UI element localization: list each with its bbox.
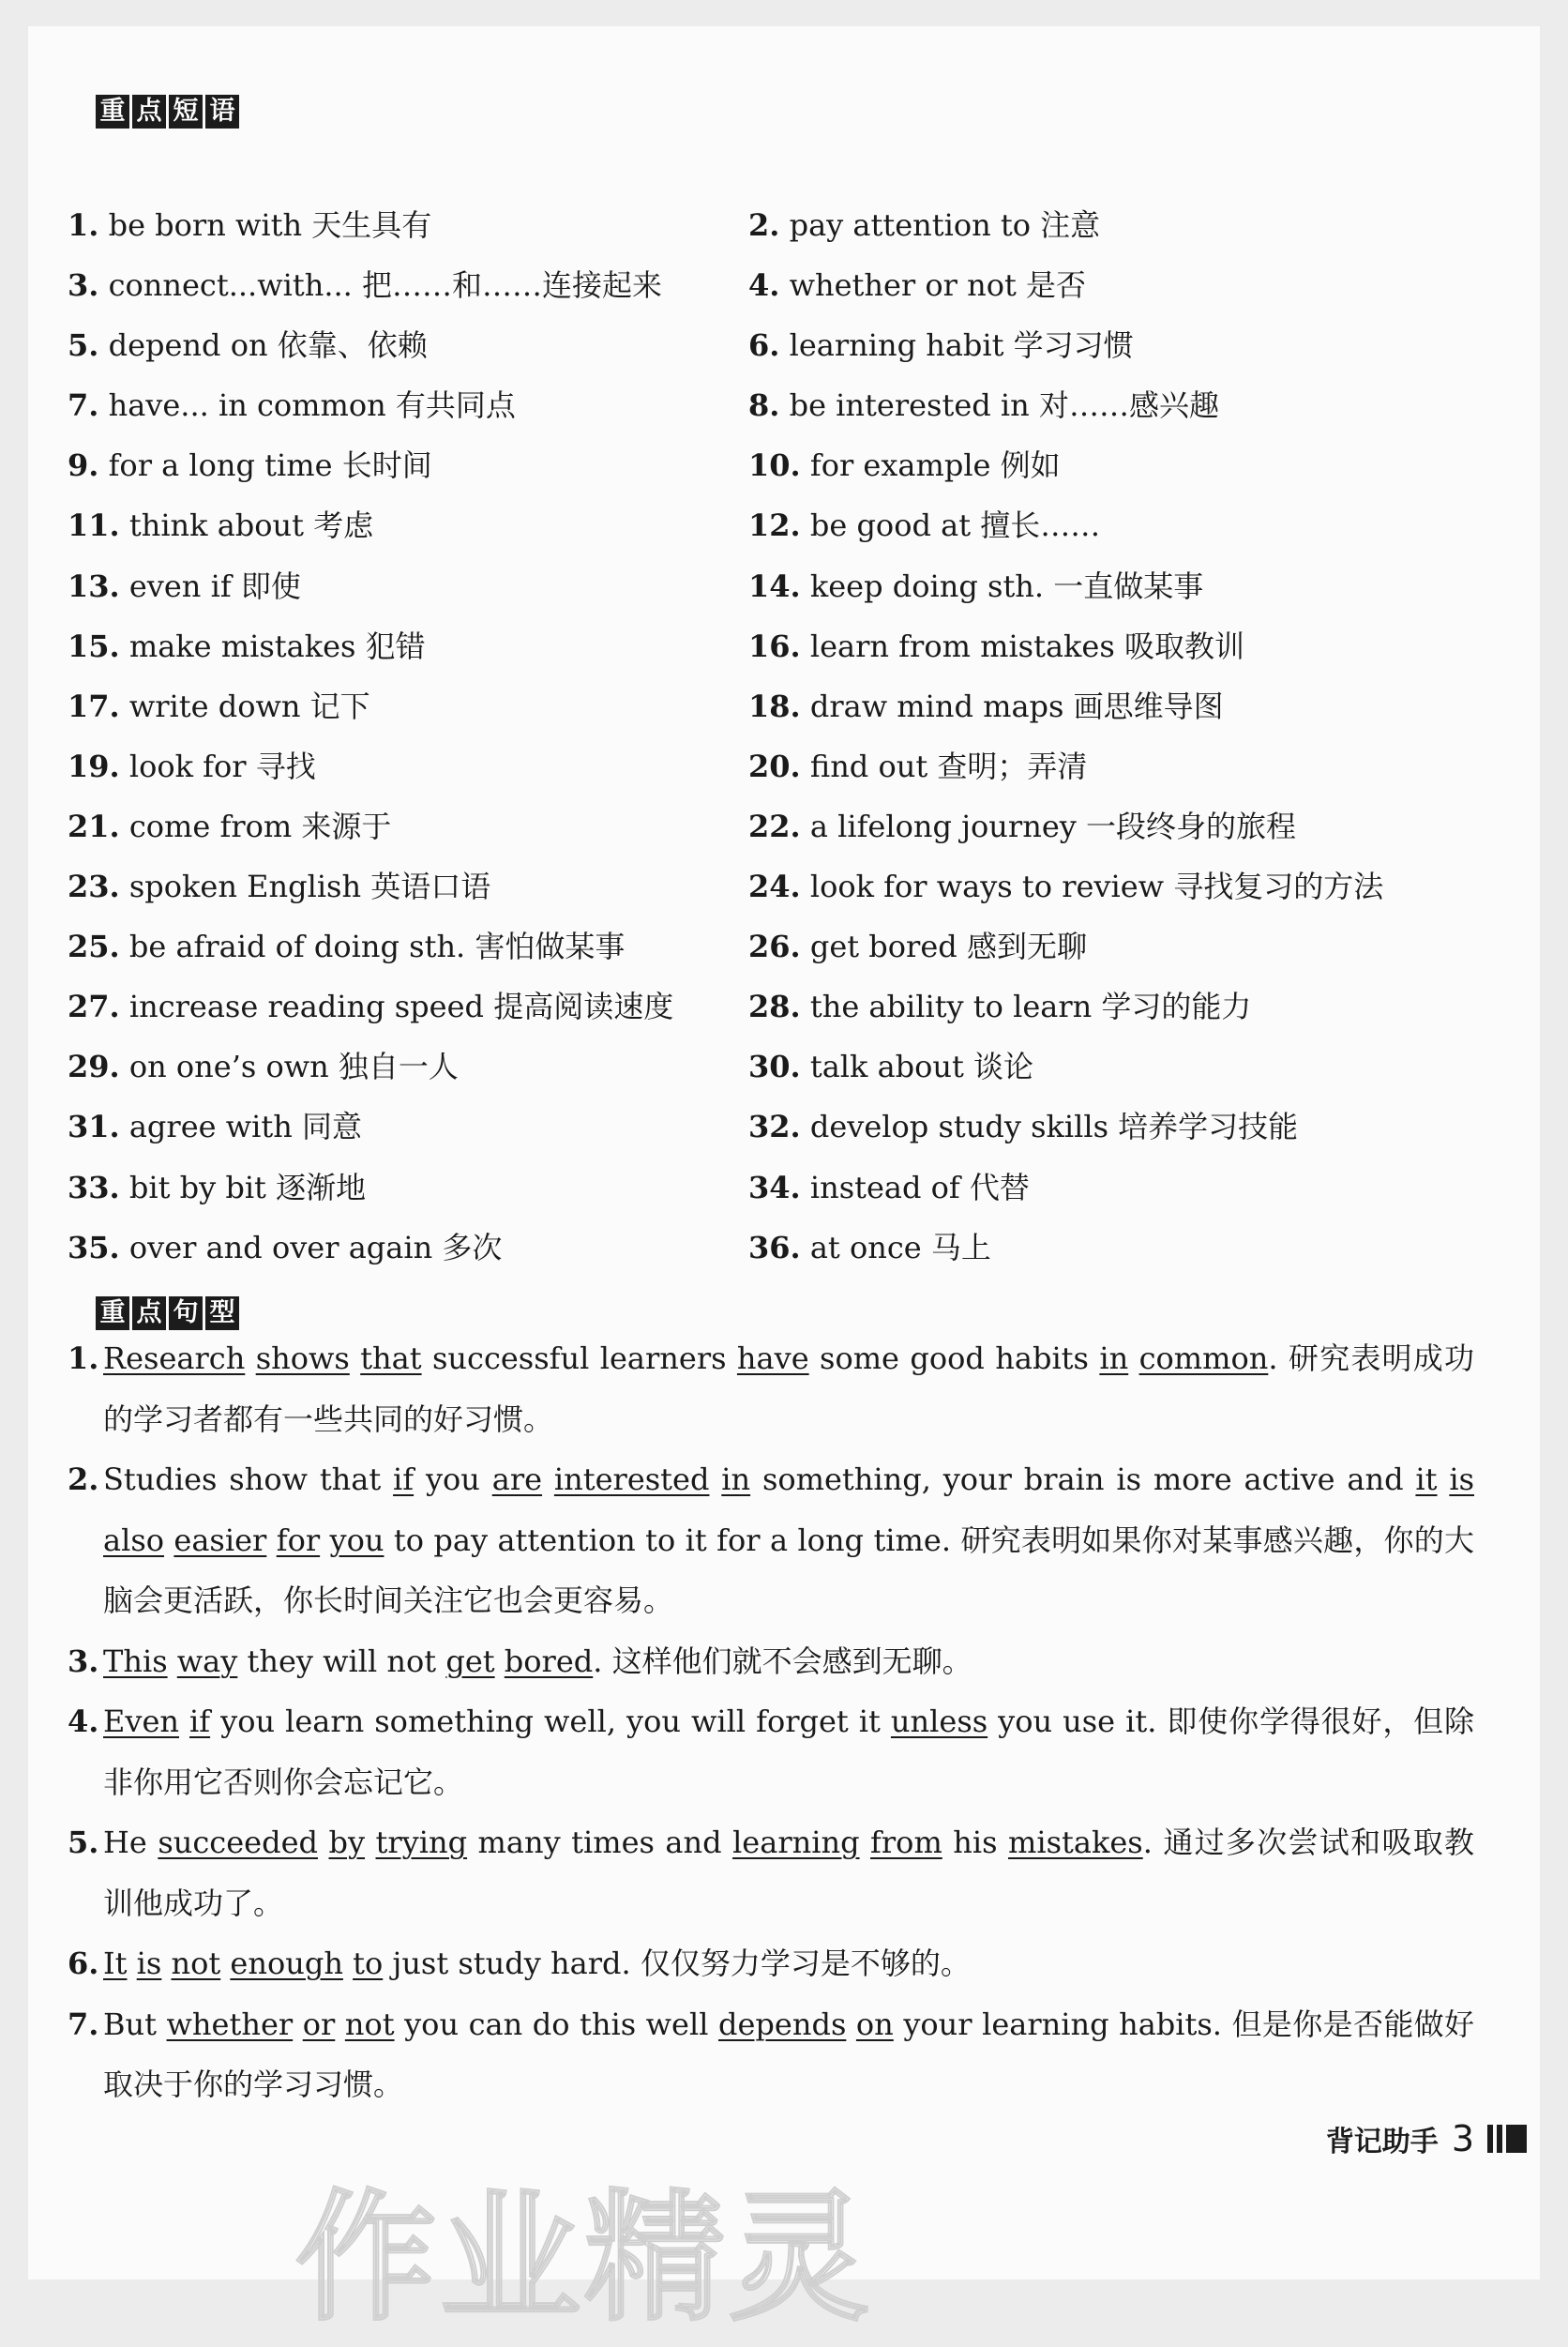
underlined-word: on [855, 2006, 894, 2042]
phrase-item [748, 676, 1442, 736]
phrase-item [68, 495, 748, 555]
phrase-text: be afraid of doing sth. 害怕做某事 [128, 929, 626, 965]
phrase-item [68, 1037, 748, 1097]
sentence-number: 1. [68, 1340, 99, 1376]
phrase-number: 18. [748, 688, 801, 724]
phrase-number: 19. [68, 748, 120, 784]
underlined-word: by [328, 1825, 366, 1860]
phrase-item [748, 315, 1442, 375]
underlined-word: shows [255, 1340, 350, 1376]
sentence-number: 5. [68, 1825, 99, 1860]
heading-char: 短 [169, 95, 203, 129]
phrase-text: be interested in 对……感兴趣 [789, 387, 1219, 424]
footer-label: 背记助手 [1325, 2126, 1439, 2158]
underlined-word: from [870, 1825, 942, 1860]
heading-char: 型 [205, 1296, 239, 1330]
underlined-word: common [1138, 1340, 1269, 1376]
sentence-segment: Studies show that [103, 1461, 394, 1497]
sentence-text [103, 1994, 1474, 2115]
underlined-word: way [176, 1643, 238, 1679]
sentence-segment: But [103, 2006, 167, 2042]
phrase-number: 15. [68, 628, 120, 664]
phrase-text: even if 即使 [128, 568, 301, 604]
sentence-text [103, 1449, 1474, 1631]
phrase-number: 28. [748, 989, 801, 1025]
underlined-word: mistakes [1008, 1825, 1143, 1860]
sentence-segment: some good habits [808, 1340, 1100, 1376]
phrase-text: agree with 同意 [128, 1109, 363, 1145]
phrase-number: 14. [748, 568, 801, 604]
phrase-item [68, 315, 748, 375]
sentence-segment: successful learners [421, 1340, 737, 1376]
phrase-number: 3. [68, 267, 99, 304]
underlined-word: interested [553, 1461, 710, 1497]
underlined-word: succeeded [158, 1825, 318, 1860]
underlined-word: enough [230, 1946, 343, 1981]
phrase-text: be born with 天生具有 [108, 207, 432, 243]
phrase-number: 23. [68, 869, 120, 905]
phrase-text: get bored 感到无聊 [809, 929, 1087, 965]
phrase-item [68, 1097, 748, 1157]
heading-char: 点 [132, 95, 166, 129]
underlined-word: Research [103, 1340, 246, 1376]
sentence-text [103, 1933, 1474, 1994]
sentence-segment [335, 2006, 345, 2042]
phrase-number: 20. [748, 748, 801, 784]
sentence-text [103, 1328, 1474, 1449]
phrase-item [68, 856, 748, 916]
underlined-word: in [721, 1461, 751, 1497]
sentence-segment [245, 1340, 255, 1376]
phrase-text: at once 马上 [809, 1229, 991, 1265]
underlined-word: that [360, 1340, 422, 1376]
sentence-segment [1438, 1461, 1450, 1497]
phrase-number: 32. [748, 1109, 801, 1145]
phrase-text: look for 寻找 [128, 748, 316, 784]
underlined-word: you [329, 1522, 384, 1558]
underlined-word: also [103, 1522, 164, 1558]
phrase-text: find out 查明；弄清 [809, 748, 1088, 784]
phrase-item [68, 1158, 748, 1218]
heading-char: 重 [96, 95, 129, 129]
underlined-word: This [103, 1643, 168, 1679]
sentence-segment: you [414, 1461, 492, 1497]
phrase-number: 30. [748, 1049, 801, 1085]
sentence-text [103, 1812, 1474, 1933]
phrase-text: keep doing sth. 一直做某事 [809, 568, 1204, 604]
phrase-number: 16. [748, 628, 801, 664]
phrase-item [68, 676, 748, 736]
sentence-segment [343, 1946, 353, 1981]
sentence-segment [709, 1461, 721, 1497]
phrase-item [748, 616, 1442, 676]
phrase-text: on one’s own 独自一人 [128, 1049, 459, 1085]
sentence-text [103, 1631, 1474, 1692]
sentence-segment [161, 1946, 171, 1981]
section-title-key-sentences [96, 1296, 239, 1330]
phrase-item [748, 796, 1442, 856]
phrase-item [748, 1218, 1442, 1278]
sentence-segment: . 研究表明成功的学习者都有一些共同的好习惯。 [103, 1340, 1474, 1437]
sentence-segment [179, 1703, 189, 1739]
underlined-word: It [103, 1946, 128, 1981]
sentence-segment [318, 1825, 328, 1860]
underlined-word: is [136, 1946, 162, 1981]
underlined-word: trying [375, 1825, 468, 1860]
phrase-text: over and over again 多次 [128, 1229, 503, 1265]
phrase-text: instead of 代替 [809, 1169, 1030, 1205]
sentence-number: 3. [68, 1643, 99, 1679]
phrase-number: 17. [68, 688, 120, 724]
sentence-segment [266, 1522, 276, 1558]
phrase-item [68, 736, 748, 796]
underlined-word: in [1099, 1340, 1129, 1376]
heading-char: 重 [96, 1296, 129, 1330]
phrase-text: a lifelong journey 一段终身的旅程 [809, 808, 1297, 844]
sentence-text [103, 1691, 1474, 1812]
phrase-number: 13. [68, 568, 120, 604]
phrase-number: 33. [68, 1169, 120, 1205]
phrase-item [748, 556, 1442, 616]
sentence-number: 2. [68, 1461, 99, 1497]
phrase-number: 34. [748, 1169, 801, 1205]
phrase-text: the ability to learn 学习的能力 [809, 989, 1252, 1025]
underlined-word: not [344, 2006, 395, 2042]
heading-char: 点 [132, 1296, 166, 1330]
phrase-item [748, 1097, 1442, 1157]
phrase-number: 9. [68, 447, 99, 484]
underlined-word: are [491, 1461, 543, 1497]
phrase-item [748, 977, 1442, 1037]
sentence-segment: to pay attention to it for a long time. 研究表明如果你对某事感兴趣，你的大脑会更活跃，你长时间关注它也会更容易。 [103, 1522, 1475, 1618]
sentence-segment: something, your brain is more active and [750, 1461, 1416, 1497]
underlined-word: whether [166, 2006, 294, 2042]
phrase-text: pay attention to 注意 [789, 207, 1101, 243]
phrase-text: think about 考虑 [128, 507, 374, 544]
phrase-number: 8. [748, 387, 780, 424]
phrase-text: talk about 谈论 [809, 1049, 1034, 1085]
sentence-item [68, 1933, 1474, 1994]
phrase-text: whether or not 是否 [789, 267, 1087, 304]
heading-char: 语 [205, 95, 239, 129]
underlined-word: depends [718, 2006, 847, 2042]
phrase-item [68, 435, 748, 495]
phrase-number: 35. [68, 1229, 120, 1265]
sentence-segment [365, 1825, 375, 1860]
phrase-text: write down 记下 [128, 688, 370, 724]
phrase-item [68, 1218, 748, 1278]
sentence-number: 6. [68, 1946, 99, 1981]
phrase-number: 2. [748, 207, 780, 243]
phrase-number: 10. [748, 447, 801, 484]
phrase-text: increase reading speed 提高阅读速度 [128, 989, 674, 1025]
sentence-segment: . 通过多次尝试和吸取教训他成功了。 [103, 1825, 1475, 1921]
phrase-text: have... in common 有共同点 [108, 387, 516, 424]
phrase-item [68, 195, 748, 255]
phrase-text: make mistakes 犯错 [128, 628, 426, 664]
phrase-number: 4. [748, 267, 780, 304]
phrase-number: 1. [68, 207, 99, 243]
phrase-number: 25. [68, 929, 120, 965]
underlined-word: not [171, 1946, 221, 1981]
sentence-segment [320, 1522, 329, 1558]
page-footer [1326, 2118, 1527, 2159]
phrase-text: bit by bit 逐渐地 [128, 1169, 367, 1205]
phrase-item [748, 1158, 1442, 1218]
phrase-item [748, 1037, 1442, 1097]
sentence-item [68, 1994, 1474, 2115]
phrase-item [68, 977, 748, 1037]
sentence-segment: they will not [237, 1643, 446, 1679]
phrase-number: 31. [68, 1109, 120, 1145]
phrase-text: come from 来源于 [128, 808, 392, 844]
sentence-segment: He [103, 1825, 158, 1860]
phrase-text: for a long time 长时间 [108, 447, 432, 484]
underlined-word: easier [173, 1522, 267, 1558]
section-title-key-phrases [96, 95, 239, 129]
sentence-segment [350, 1340, 360, 1376]
phrase-number: 21. [68, 808, 120, 844]
sentence-segment [220, 1946, 230, 1981]
underlined-word: if [189, 1703, 211, 1739]
sentence-item [68, 1328, 1474, 1449]
phrase-number: 24. [748, 869, 801, 905]
phrase-number: 22. [748, 808, 801, 844]
underlined-word: learning [732, 1825, 860, 1860]
phrase-text: look for ways to review 寻找复习的方法 [809, 869, 1384, 905]
sentence-segment [293, 2006, 303, 2042]
phrase-text: learn from mistakes 吸取教训 [809, 628, 1244, 664]
sentence-segment [860, 1825, 870, 1860]
sentence-segment [168, 1643, 177, 1679]
phrase-text: be good at 擅长…… [809, 507, 1101, 544]
underlined-word: or [302, 2006, 336, 2042]
underlined-word: unless [890, 1703, 988, 1739]
sentence-number: 4. [68, 1703, 99, 1739]
phrase-item [748, 195, 1442, 255]
sentence-segment: his [942, 1825, 1008, 1860]
phrase-item [748, 916, 1442, 977]
watermark: 作业精灵 [295, 2177, 874, 2340]
sentence-segment [542, 1461, 554, 1497]
phrase-item [68, 916, 748, 977]
phrase-number: 27. [68, 989, 120, 1025]
phrase-text: spoken English 英语口语 [128, 869, 491, 905]
phrase-number: 11. [68, 507, 120, 544]
phrase-item [68, 375, 748, 435]
sentence-segment: you learn something well, you will forget it [210, 1703, 891, 1739]
page-number: 3 [1451, 2118, 1474, 2159]
underlined-word: if [393, 1461, 415, 1497]
phrase-item [748, 495, 1442, 555]
sentence-list [68, 1328, 1474, 2115]
phrase-item [748, 856, 1442, 916]
sentence-segment [164, 1522, 173, 1558]
phrase-item [748, 375, 1442, 435]
phrase-item [68, 556, 748, 616]
phrase-number: 12. [748, 507, 801, 544]
sentence-item [68, 1812, 1474, 1933]
phrase-list [68, 195, 1455, 1278]
phrase-item [748, 736, 1442, 796]
sentence-segment [846, 2006, 856, 2042]
phrase-number: 36. [748, 1229, 801, 1265]
phrase-number: 29. [68, 1049, 120, 1085]
underlined-word: for [276, 1522, 321, 1558]
sentence-item [68, 1449, 1474, 1631]
sentence-segment: . 这样他们就不会感到无聊。 [593, 1643, 972, 1679]
sentence-segment [128, 1946, 137, 1981]
phrase-item [68, 796, 748, 856]
phrase-item [68, 616, 748, 676]
sentence-item [68, 1691, 1474, 1812]
sentence-item [68, 1631, 1474, 1692]
phrase-item [68, 255, 748, 315]
phrase-text: connect...with... 把……和……连接起来 [108, 267, 663, 304]
phrase-text: for example 例如 [809, 447, 1061, 484]
underlined-word: have [736, 1340, 809, 1376]
footer-bars-icon [1487, 2125, 1527, 2153]
heading-char: 句 [169, 1296, 203, 1330]
underlined-word: get [445, 1643, 495, 1679]
phrase-item [748, 435, 1442, 495]
underlined-word: Even [103, 1703, 179, 1739]
phrase-text: depend on 依靠、依赖 [108, 327, 428, 364]
sentence-segment [495, 1643, 505, 1679]
phrase-number: 26. [748, 929, 801, 965]
phrase-text: draw mind maps 画思维导图 [809, 688, 1224, 724]
phrase-number: 7. [68, 387, 99, 424]
sentence-segment: you can do this well [394, 2006, 718, 2042]
sentence-segment: just study hard. 仅仅努力学习是不够的。 [383, 1946, 971, 1981]
phrase-number: 6. [748, 327, 780, 364]
sentence-segment: many times and [467, 1825, 733, 1860]
sentence-segment: you use it. 即使你学得很好，但除非你用它否则你会忘记它。 [103, 1703, 1475, 1800]
underlined-word: it [1415, 1461, 1438, 1497]
phrase-text: learning habit 学习习惯 [789, 327, 1134, 364]
sentence-segment [1128, 1340, 1138, 1376]
sentence-number: 7. [68, 2006, 99, 2042]
phrase-text: develop study skills 培养学习技能 [809, 1109, 1299, 1145]
sentence-segment: your learning habits. 但是你是否能做好取决于你的学习习惯。 [103, 2006, 1475, 2102]
underlined-word: is [1449, 1461, 1474, 1497]
phrase-item [748, 255, 1442, 315]
phrase-number: 5. [68, 327, 99, 364]
underlined-word: bored [504, 1643, 594, 1679]
underlined-word: to [353, 1946, 384, 1981]
